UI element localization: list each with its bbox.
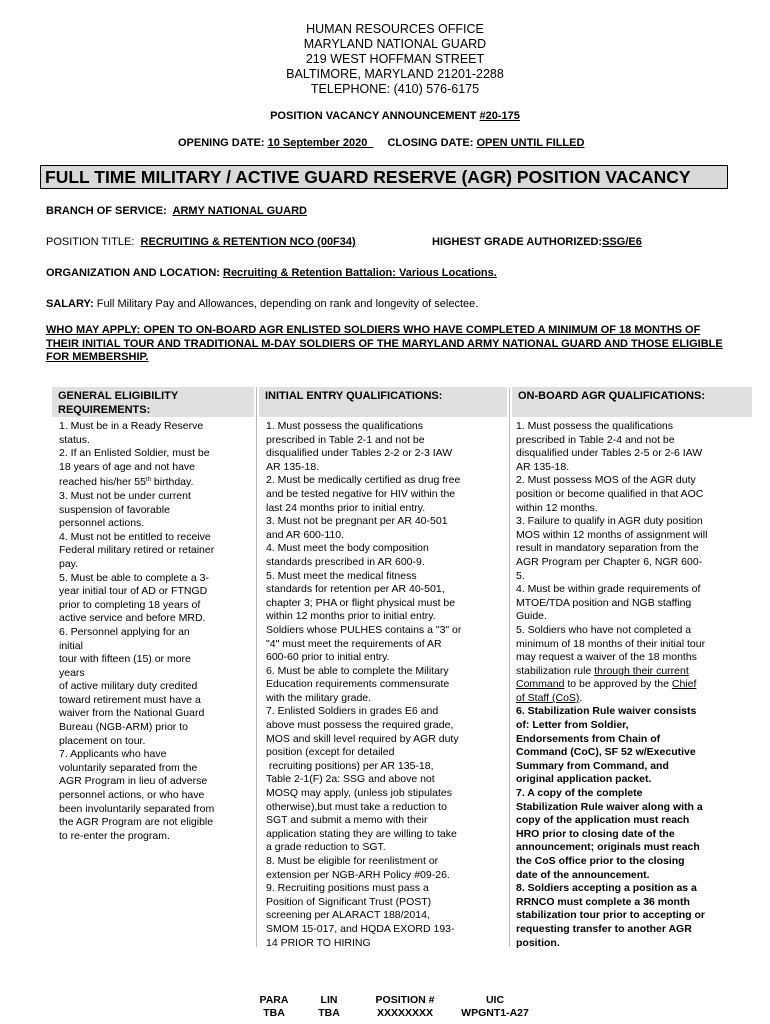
list-line: tour with fifteen (15) or more [59, 653, 191, 666]
list-line: position. [516, 936, 560, 949]
list-line: prescribed in Table 2-4 and not be [516, 433, 675, 446]
list-line: HRO prior to closing date of the [516, 827, 675, 840]
list-line: disqualified under Tables 2-5 or 2-6 IAW [516, 447, 703, 460]
list-line: 2. Must be medically certified as drug free [266, 474, 461, 487]
footer-para [256, 994, 292, 1020]
list-line: position or become qualified in that AOC [516, 487, 704, 500]
opening-date-label: OPENING DATE: [178, 137, 268, 149]
list-line: last 24 months prior to initial entry. [266, 501, 426, 514]
list-line: chapter 3; PHA or flight physical must be [266, 596, 456, 609]
organization-value: Recruiting & Retention Battalion: Various Locations. [223, 267, 497, 279]
organization-location [46, 267, 497, 279]
branch-label: BRANCH OF SERVICE: [46, 205, 173, 217]
list-line: RRNCO must complete a 36 month [516, 895, 690, 908]
header-line: MARYLAND NATIONAL GUARD [303, 37, 487, 51]
list-line: personnel actions, or who have [59, 789, 205, 802]
list-line: SMOM 15-017, and HQDA EXORD 193- [266, 922, 455, 935]
list-line: Bureau (NGB-ARM) prior to [59, 721, 188, 734]
list-line: "4" must meet the requirements of AR [266, 637, 442, 650]
list-line: announcement; originals must reach [516, 841, 700, 854]
list-line: 3. Must not be pregnant per AR 40-501 [266, 515, 448, 528]
list-line: 14 PRIOR TO HIRING [266, 936, 371, 949]
list-line: 1. Must possess the qualifications [266, 420, 423, 432]
list-line: recruiting positions) per AR 135-18, [266, 759, 434, 772]
list-line: 18 years of age and not have [59, 460, 196, 473]
list-line: AR 135-18. [516, 460, 570, 473]
vacancy-announcement [0, 110, 770, 122]
footer-label: PARA [259, 994, 289, 1006]
onboard-agr-list [516, 420, 707, 950]
list-line: 7. A copy of the complete [516, 787, 643, 800]
onboard-agr-heading: ON-BOARD AGR QUALIFICATIONS: [512, 387, 752, 417]
list-line: year initial tour of AD or FTNGD [59, 585, 208, 598]
footer-label: LIN [320, 994, 338, 1006]
list-line: 8. Must be eligible for reenlistment or [266, 855, 439, 867]
list-line: above must possess the required grade, [266, 719, 454, 732]
list-line: MOSQ may apply, (unless job stipulates [266, 787, 452, 800]
list-line: otherwise),but must take a reduction to [266, 800, 447, 813]
list-line: 6. Must be able to complete the Military [266, 664, 449, 677]
list-line: 4. Must not be entitled to receive [59, 530, 211, 543]
list-line: Command (CoC), SF 52 w/Executive [516, 746, 696, 759]
list-line: MOS and skill level required by AGR duty [266, 732, 459, 745]
position-title [46, 236, 356, 248]
list-line: reached his/her 55th birthday. [59, 476, 194, 489]
highest-grade [432, 236, 642, 248]
position-title-value: RECRUITING & RETENTION NCO (00F34) [140, 236, 356, 248]
header-line: 219 WEST HOFFMAN STREET [305, 52, 485, 66]
who-may-apply: WHO MAY APPLY: OPEN TO ON-BOARD AGR ENLISTED SOLDIERS WHO HAVE COMPLETED A MINIMUM OF 18 MONTHS OF THEIR INITIAL TOUR AND TRADITIONAL M-DAY SOLDIERS OF THE MARYLAND ARMY NATIONAL GUARD AND THOSE ELIGIBLE FOR MEMBERSHIP. [46, 324, 723, 363]
list-line [516, 692, 707, 706]
list-line: 6. Personnel applying for an [59, 625, 190, 638]
list-line: Education requirements commensurate [266, 678, 450, 691]
list-line: requesting transfer to another AGR [516, 922, 692, 935]
list-line: 4. Must be within grade requirements of [516, 583, 701, 596]
list-line: and AR 600-110. [266, 528, 345, 541]
closing-date-label: CLOSING DATE: [387, 137, 477, 149]
footer-value: TBA [318, 1007, 340, 1019]
cos-link-text: through their current [594, 664, 689, 677]
list-line: 6. Stabilization Rule waiver consists [516, 705, 697, 718]
list-line: Soldiers whose PULHES contains a "3" or [266, 623, 462, 636]
list-line: a grade reduction to SGT. [266, 841, 386, 854]
list-text: . [579, 691, 583, 704]
list-line: prior to completing 18 years of [59, 598, 201, 611]
list-line [516, 678, 707, 692]
branch-value: ARMY NATIONAL GUARD [172, 205, 307, 217]
command-link-text: Command [516, 678, 565, 691]
column-divider [256, 387, 257, 947]
column-divider [509, 387, 510, 947]
list-line: status. [59, 433, 90, 446]
list-line: active service and before MRD. [59, 612, 206, 625]
branch-of-service [46, 205, 307, 217]
list-line: initial [59, 639, 83, 652]
header-line: HUMAN RESOURCES OFFICE [306, 22, 484, 36]
chief-link-text: Chief [671, 678, 697, 691]
list-line: Table 2-1(F) 2a: SSG and above not [266, 773, 435, 786]
list-line: application stating they are willing to take [266, 827, 457, 840]
list-line: 1. Must possess the qualifications [516, 420, 673, 432]
footer-uic [460, 994, 530, 1020]
list-line: standards prescribed in AR 600-9. [266, 555, 425, 568]
list-line: of active military duty credited [59, 680, 198, 693]
list-line [516, 665, 707, 679]
list-line: Position of Significant Trust (POST) [266, 895, 432, 908]
list-line: may request a waiver of the 18 months [516, 651, 697, 664]
list-line: extension per NGB-ARH Policy #09-26. [266, 868, 450, 881]
list-line: position (except for detailed [266, 746, 395, 759]
list-line: within 12 months prior to initial entry. [266, 610, 436, 623]
list-line: pay. [59, 557, 79, 570]
list-line: voluntarily separated from the [59, 761, 198, 774]
list-line: AR 135-18. [266, 460, 320, 473]
vacancy-number: #20-175 [479, 110, 520, 122]
title-banner [40, 165, 728, 189]
grade-label: HIGHEST GRADE AUTHORIZED: [432, 236, 603, 248]
list-line: the CoS office prior to the closing [516, 855, 685, 867]
salary-value: Full Military Pay and Allowances, depending on rank and longevity of selectee. [96, 298, 479, 310]
list-text: stabilization rule [516, 664, 595, 677]
list-line: and be tested negative for HIV within the [266, 487, 456, 500]
list-line: suspension of favorable [59, 503, 170, 516]
footer-value: TBA [263, 1007, 285, 1019]
grade-value: SSG/E6 [602, 236, 642, 248]
salary [46, 298, 478, 310]
list-line: personnel actions. [59, 517, 145, 530]
list-line: placement on tour. [59, 734, 146, 747]
footer-lin [314, 994, 344, 1020]
list-line: stabilization tour prior to accepting or [516, 909, 706, 922]
opening-date-value: 10 September 2020 [267, 137, 374, 149]
list-line: 8. Soldiers accepting a position as a [516, 882, 697, 895]
list-text: to be approved by the [564, 678, 672, 691]
list-line: MTOE/TDA position and NGB staffing [516, 596, 692, 609]
list-line: toward retirement must have a [59, 693, 201, 706]
list-line: 5. Must meet the medical fitness [266, 569, 417, 582]
organization-label: ORGANIZATION AND LOCATION: [46, 267, 223, 279]
list-line: years [59, 666, 85, 679]
chief-of-staff-link-text: of Staff (CoS) [516, 691, 580, 704]
page-title: FULL TIME MILITARY / ACTIVE GUARD RESERVE (AGR) POSITION VACANCY [45, 167, 691, 187]
position-title-label: POSITION TITLE: [46, 236, 141, 248]
list-line: of: Letter from Soldier, [516, 719, 629, 732]
list-line: Endorsements from Chain of [516, 732, 661, 745]
list-line: Federal military retired or retainer [59, 544, 215, 557]
footer-value: XXXXXXXX [376, 1007, 434, 1019]
list-line: 9. Recruiting positions must pass a [266, 882, 429, 895]
general-eligibility-list [59, 420, 214, 843]
list-line: the AGR Program are not eligible [59, 816, 214, 829]
list-line: 1. Must be in a Ready Reserve [59, 420, 204, 432]
list-line: 7. Enlisted Soldiers in grades E6 and [266, 705, 439, 718]
list-line: prescribed in Table 2-1 and not be [266, 433, 425, 446]
footer-label: UIC [485, 994, 505, 1006]
list-line: screening per ALARACT 188/2014, [266, 909, 430, 922]
list-line: been involuntarily separated from [59, 802, 215, 815]
salary-label: SALARY: [46, 298, 97, 310]
list-line: waiver from the National Guard [59, 707, 205, 720]
list-line: 5. Must be able to complete a 3- [59, 571, 209, 584]
list-line: result in mandatory separation from the [516, 542, 699, 555]
footer-position [372, 994, 438, 1020]
list-line: SGT and submit a memo with their [266, 814, 428, 827]
list-line: with the military grade. [266, 691, 372, 704]
list-line: minimum of 18 months of their initial tour [516, 637, 706, 650]
list-line: original application packet. [516, 773, 652, 786]
general-eligibility-heading: GENERAL ELIGIBILITY REQUIREMENTS: [52, 387, 254, 417]
list-line: Summary from Command, and [516, 759, 669, 772]
list-line: 5. Soldiers who have not completed a [516, 623, 692, 636]
list-line: AGR Program per Chapter 6, NGR 600- [516, 555, 703, 568]
list-line: MOS within 12 months of assignment will [516, 528, 708, 541]
list-line: copy of the application must reach [516, 814, 690, 827]
list-line: AGR Program in lieu of adverse [59, 775, 208, 788]
list-line: Stabilization Rule waiver along with a [516, 800, 703, 813]
list-line: within 12 months. [516, 501, 598, 514]
vacancy-label: POSITION VACANCY ANNOUNCEMENT [270, 110, 480, 122]
list-line: 4. Must meet the body composition [266, 542, 429, 555]
list-line: 2. If an Enlisted Soldier, must be [59, 447, 210, 460]
announcement-dates [178, 137, 584, 149]
closing-date-value: OPEN UNTIL FILLED [476, 137, 585, 149]
list-line: to re-enter the program. [59, 829, 170, 842]
list-line: disqualified under Tables 2-2 or 2-3 IAW [266, 447, 453, 460]
list-line: date of the announcement. [516, 868, 650, 881]
list-line: 3. Must not be under current [59, 489, 191, 502]
list-line: 600-60 prior to initial entry. [266, 651, 390, 664]
initial-entry-heading: INITIAL ENTRY QUALIFICATIONS: [259, 387, 507, 417]
header-line: BALTIMORE, MARYLAND 21201-2288 [286, 67, 504, 81]
initial-entry-list [266, 420, 461, 950]
list-line: 5. [516, 569, 525, 582]
list-line: standards for retention per AR 40-501, [266, 583, 445, 596]
header-line: TELEPHONE: (410) 576-6175 [310, 82, 480, 96]
list-line: Guide. [516, 610, 547, 623]
office-header [0, 22, 770, 97]
footer-value: WPGNT1-A27 [461, 1007, 529, 1019]
list-line: 2. Must possess MOS of the AGR duty [516, 474, 696, 487]
list-line: 7. Applicants who have [59, 748, 167, 761]
footer-label: POSITION # [375, 994, 435, 1006]
list-line: 3. Failure to qualify in AGR duty position [516, 515, 703, 528]
